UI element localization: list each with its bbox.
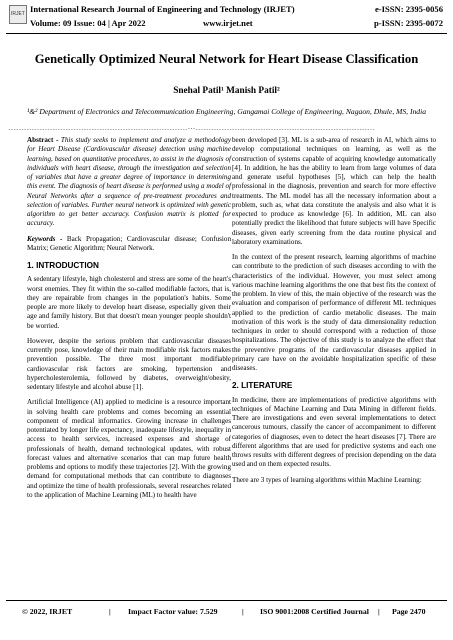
footer-copyright: © 2022, IRJET xyxy=(22,607,73,616)
abstract-label: Abstract - xyxy=(27,136,59,144)
intro-paragraph-1: A sedentary lifestyle, high cholesterol and stress are some of the heart's worst enemies. They fit within the so-called modifiable factors, that is, they are repairable from changes in the population's habits. Some people are more likely to develop heart disease, especially given their age and family history. But that doesn't mean younger people shouldn't be worried. xyxy=(27,275,231,330)
footer-divider-line xyxy=(6,600,447,601)
keywords-label: Keywords - xyxy=(27,234,63,243)
footer-iso: ISO 9001:2008 Certified Journal xyxy=(260,607,369,616)
header-divider xyxy=(6,33,447,34)
paper-affiliation: ¹&² Department of Electronics and Telecommunication Engineering, Gangamai College of Engineering, Nagaon, Dhule, MS, India xyxy=(26,107,427,116)
literature-paragraph-2: There are 3 types of learning algorithms within Machine Learning: xyxy=(232,475,422,484)
irjet-logo: IRJET xyxy=(9,5,27,24)
keywords-text: Back Propagation; Cardiovascular disease; Confusion Matrix; Genetic Algorithm; Neural Network. xyxy=(27,234,231,252)
eissn: e-ISSN: 2395-0056 xyxy=(374,4,443,14)
keywords xyxy=(27,235,231,254)
literature-paragraph-1: In medicine, there are implementations of predictive algorithms with techniques of Machine Learning and Data Mining in different fields. There are investigations and even several implementations to detect cancerous tumours, classify the cancer of accompaniment to different categories of diagnoses, even to detect the heart diseases [7]. There are different algorithms that are used for predictive systems and each one throws results with different degrees of precision depending on the data used and on them expected results. xyxy=(232,395,436,469)
intro-paragraph-2: However, despite the serious problem that cardiovascular diseases currently pose, knowledge of their main modifiable risk factors makes prevention possible. The three most important modifiable cardiovascular risk factors are smoking, hypertension and hypercholesterolemia, followed by diabetes, overweight/obesity, sedentary lifestyle and alcohol abuse [1]. xyxy=(27,336,231,391)
footer-page-number: Page 2470 xyxy=(392,607,426,616)
right-column xyxy=(232,136,436,491)
left-column xyxy=(27,136,231,506)
footer-separator: | xyxy=(378,607,380,616)
journal-header xyxy=(0,0,453,46)
journal-website[interactable]: www.irjet.net xyxy=(203,18,253,28)
footer-separator: | xyxy=(109,607,111,616)
journal-volume: Volume: 09 Issue: 04 | Apr 2022 xyxy=(30,18,146,28)
body-paragraph-1: been developed [3]. ML is a sub-area of research in AI, which aims to develop computational techniques on learning, as well as the construction of systems capable of acquiring knowledge automatically [4]. In addition, he has the ability to learn from large volumes of data and generate useful hypotheses [5], which can help the health professional in the diagnosis, prevention and search for more effective treatments. The ML model has all the necessary information about a problem, such as, what data constitute the analysis and also what it is expected to produce as knowledge [6]. In addition, ML can also potentially predict the likelihood that future subjects will have Specific diseases, given early screening from the data routine physical and laboratory examinations. xyxy=(232,136,436,246)
literature-heading: 2. LITERATURE xyxy=(232,381,293,391)
intro-paragraph-3: Artificial Intelligence (AI) applied to medicine is a resource important in solving health care problems and comes becoming an essential component of medical informatics. Growing increase in challenges potentiated by longer life expectancy, inadequate lifestyle, inequality in access to health services, increased expenses and shortage of professionals of health, demand technological updates, with robust forecast values and alternative scenarios that can map future health problems and options to modify these trajectories [2]. With the growing demand for computational methods that can contribute to diagnoses and optimize the time of health professionals, several researches related to the application of Machine Learning (ML) to health have xyxy=(27,398,231,499)
section-separator: ---------------------------------------------------------------------***--------------------------------------------------------------------- xyxy=(8,128,375,133)
abstract-text: This study seeks to implement and analyze a methodology for Heart Disease (Cardiovascular disease) detection using machine learning, based on quantitative procedures, to assist in the diagnosis of individuals with heart disease, through the investigation and selection of variables that have a greater degree of importance in determining this event. The diagnosis of heart disease is performed using a model of Neural Networks after a sequence of pre-treatment procedures and selection of variables. Further neural network is optimized with genetic algorithm to get better accuracy. Confusion matrix is plotted for accuracy. xyxy=(27,136,231,228)
footer-separator: | xyxy=(242,607,244,616)
abstract xyxy=(27,136,231,229)
body-paragraph-2: In the context of the present research, learning algorithms of machine can contribute to the prediction of such diseases according to with the characteristics of the individual. However, you must select among various machine learning algorithms the one that best fits the context of the problem. In view of this, the main objective of the research was the evaluation and comparison of performance of different ML techniques applied to the prediction of cardio metabolic diseases. The main motivation of this work is the study of data dimensionality reduction techniques in order to should correspond with a reduction of those hospitalizations. The objective of this study is to analyze the effect that the preventive programs of the cardiovascular diseases applied in primary care have on the avoidable hospitalization specific of these diseases. xyxy=(232,253,436,372)
paper-authors: Snehal Patil¹ Manish Patil² xyxy=(173,86,280,96)
journal-name: International Research Journal of Engineering and Technology (IRJET) xyxy=(30,4,295,14)
introduction-heading: 1. INTRODUCTION xyxy=(27,261,99,270)
paper-title: Genetically Optimized Neural Network for Heart Disease Classification xyxy=(34,52,419,66)
pissn: p-ISSN: 2395-0072 xyxy=(374,18,443,28)
footer-impact-factor: Impact Factor value: 7.529 xyxy=(128,607,218,616)
